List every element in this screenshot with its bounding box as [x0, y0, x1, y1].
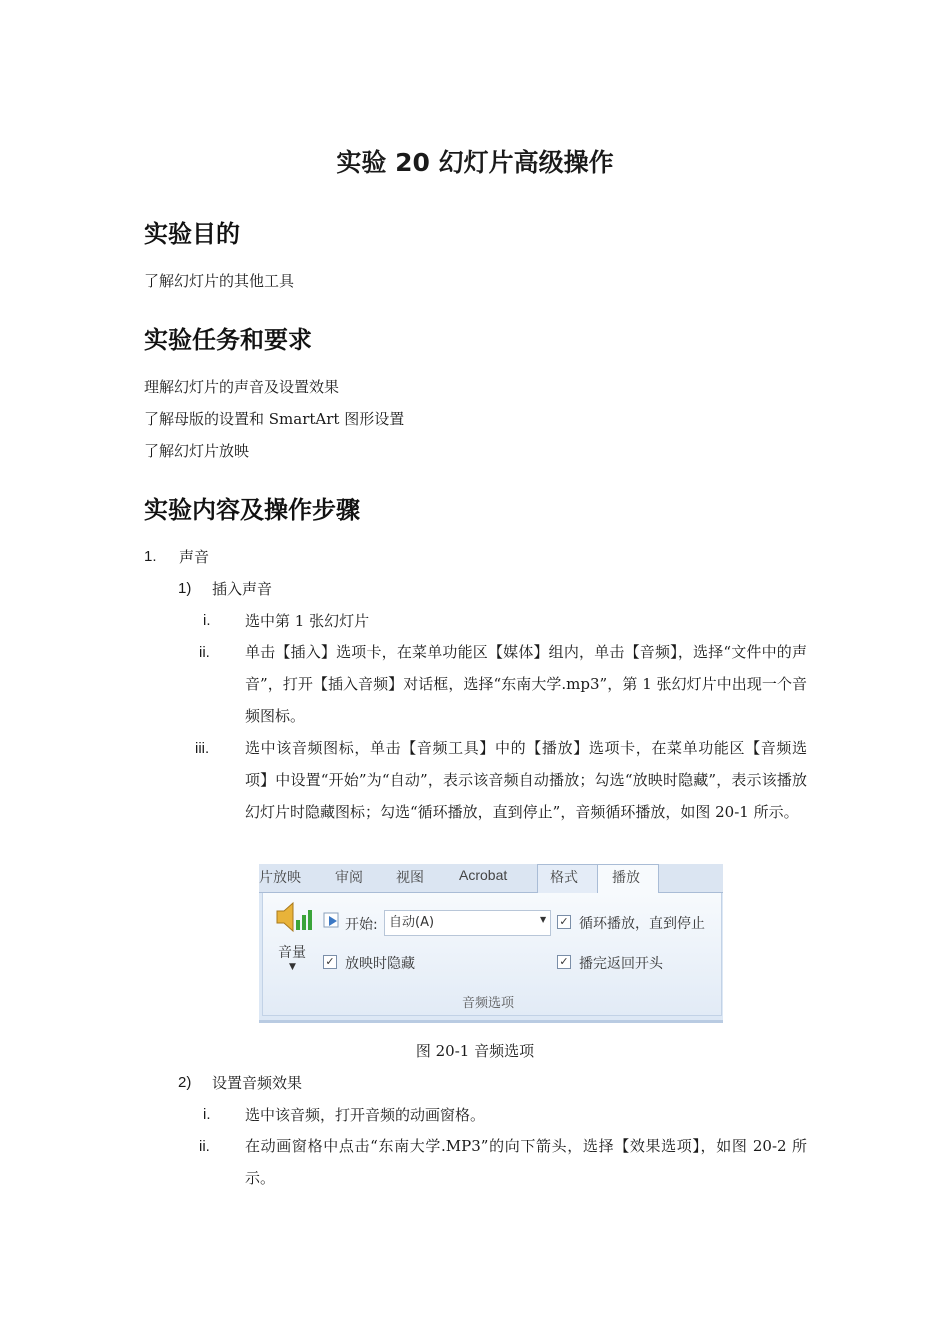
- chevron-down-icon[interactable]: ▼: [540, 915, 547, 924]
- hide-during-show-checkbox[interactable]: ✓: [323, 955, 337, 969]
- list-item-text: 插入声音: [212, 580, 273, 598]
- audio-options-ribbon-figure: [259, 864, 723, 1023]
- start-timing-icon: [323, 912, 341, 930]
- list-item-text: 声音: [179, 548, 210, 566]
- volume-speaker-icon[interactable]: [275, 898, 313, 936]
- task-item: 理解幻灯片的声音及设置效果: [144, 378, 340, 396]
- tab-slideshow[interactable]: 片放映: [259, 870, 301, 886]
- task-item: 了解母版的设置和 SmartArt 图形设置: [144, 410, 405, 428]
- list-number: i.: [203, 612, 211, 629]
- list-number: i.: [203, 1106, 211, 1123]
- task-item: 了解幻灯片放映: [144, 442, 250, 460]
- list-item-text: 选中第 1 张幻灯片: [245, 612, 370, 630]
- list-item-text: 选中该音频，打开音频的动画窗格。: [245, 1106, 486, 1124]
- list-item-text: 设置音频效果: [212, 1074, 303, 1092]
- page-title: 实验 20 幻灯片高级操作: [336, 148, 614, 177]
- tab-format[interactable]: 格式: [550, 870, 578, 886]
- loop-until-stopped-label[interactable]: 循环播放，直到停止: [579, 916, 705, 932]
- volume-dropdown-icon[interactable]: ▼: [289, 962, 296, 972]
- heading-tasks: 实验任务和要求: [144, 326, 312, 354]
- start-select[interactable]: 自动(A): [384, 910, 551, 936]
- purpose-text: 了解幻灯片的其他工具: [144, 272, 295, 290]
- list-item-paragraph: 单击【插入】选项卡，在菜单功能区【媒体】组内，单击【音频】，选择“文件中的声音”，打开【插入音频】对话框，选择“东南大学.mp3”，第 1 张幻灯片中出现一个音频图标。: [245, 643, 807, 725]
- start-label: 开始:: [345, 917, 378, 933]
- rewind-after-playing-checkbox[interactable]: ✓: [557, 955, 571, 969]
- list-item-paragraph: 在动画窗格中点击“东南大学.MP3”的向下箭头，选择【效果选项】，如图 20-2 所示。: [245, 1137, 807, 1187]
- loop-until-stopped-checkbox[interactable]: ✓: [557, 915, 571, 929]
- hide-during-show-label[interactable]: 放映时隐藏: [345, 956, 415, 972]
- tab-view[interactable]: 视图: [396, 870, 424, 886]
- tab-playback[interactable]: 播放: [612, 870, 640, 886]
- list-number: ii.: [199, 644, 210, 661]
- tab-acrobat[interactable]: Acrobat: [459, 867, 508, 883]
- ribbon-tab-bar: [259, 864, 723, 893]
- list-item-paragraph: 选中该音频图标，单击【音频工具】中的【播放】选项卡，在菜单功能区【音频选项】中设置“开始”为“自动”，表示该音频自动播放；勾选“放映时隐藏”，表示该播放幻灯片时隐藏图标；勾选“循环播放，直到停止”，音频循环播放，如图 20-1 所示。: [245, 739, 807, 821]
- list-number: ii.: [199, 1138, 210, 1155]
- volume-label[interactable]: 音量: [278, 945, 306, 961]
- list-number: iii.: [195, 740, 210, 757]
- list-number: 2): [178, 1074, 192, 1091]
- tab-review[interactable]: 审阅: [335, 870, 363, 886]
- list-number: 1.: [144, 548, 157, 565]
- audio-options-group-label: 音频选项: [462, 996, 515, 1011]
- heading-purpose: 实验目的: [144, 220, 240, 248]
- figure-caption: 图 20-1 音频选项: [415, 1042, 535, 1060]
- heading-content: 实验内容及操作步骤: [144, 496, 360, 524]
- list-number: 1): [178, 580, 192, 597]
- rewind-after-playing-label[interactable]: 播完返回开头: [579, 956, 663, 972]
